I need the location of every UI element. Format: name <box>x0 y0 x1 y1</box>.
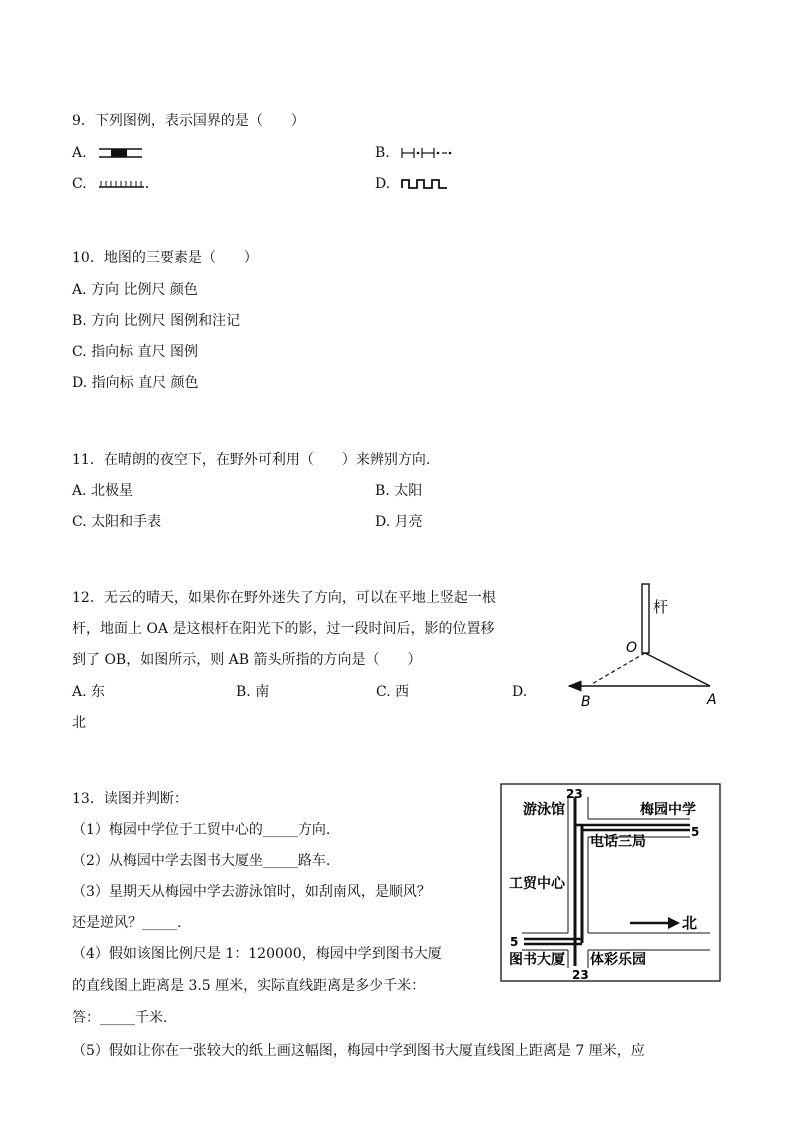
q10-option-b: B. 方向 比例尺 图例和注记 <box>72 313 241 329</box>
q10-option-a: A. 方向 比例尺 颜色 <box>72 282 198 298</box>
shadow-ob-line <box>592 653 645 684</box>
legend-symbol-c <box>98 176 150 190</box>
trade-center-label: 工贸中心 <box>509 876 565 892</box>
q9-option-d-label: D. <box>375 176 391 192</box>
q9-stem: 9．下列图例，表示国界的是（ ） <box>72 113 305 129</box>
north-label: 北 <box>682 914 698 932</box>
q11-option-a: A. 北极星 <box>72 483 134 499</box>
lottery-park-label: 体彩乐园 <box>590 952 646 968</box>
q12-option-d-continued: 北 <box>72 715 86 731</box>
q13-sub4-answer: 答：_____千米. <box>72 1010 168 1026</box>
pole-shape <box>642 584 649 653</box>
q13-stem: 13．读图并判断： <box>72 791 188 807</box>
q9-option-c-label: C. <box>72 176 87 192</box>
q12-stem-line1: 12．无云的晴天，如果你在野外迷失了方向，可以在平地上竖起一根 <box>72 590 496 606</box>
legend-symbol-a <box>98 145 144 161</box>
q9-option-b-label: B. <box>375 145 390 161</box>
q11-option-b: B. 太阳 <box>375 483 423 499</box>
q13-sub3-line1: （3）星期天从梅园中学去游泳馆时，如刮南风，是顺风？ <box>72 884 431 900</box>
q13-sub4-line2: 的直线图上距离是 3.5 厘米，实际直线距离是多少千米： <box>72 978 426 994</box>
point-b-label: B <box>581 694 591 710</box>
q11-stem: 11．在晴朗的夜空下，在野外可利用（ ）来辨别方向. <box>72 452 431 468</box>
q12-stem-line3: 到了 OB，如图所示，则 AB 箭头所指的方向是（ ） <box>72 652 422 668</box>
library-label: 图书大厦 <box>509 952 565 968</box>
q11-option-d: D. 月亮 <box>375 514 423 530</box>
point-o-label: O <box>626 640 638 656</box>
shadow-oa-line <box>645 653 710 686</box>
shadow-diagram <box>560 580 730 712</box>
q12-option-b: B. 南 <box>236 684 270 700</box>
q13-sub5: （5）假如让你在一张较大的纸上画这幅图，梅园中学到图书大厦直线图上距离是 7 厘米，应 <box>72 1043 645 1059</box>
swimming-pool-label: 游泳馆 <box>523 802 565 818</box>
q12-option-c: C. 西 <box>376 684 410 700</box>
q12-stem-line2: 杆，地面上 OA 是这根杆在阳光下的影，过一段时间后，影的位置移 <box>72 621 495 637</box>
q12-option-d: D. <box>512 684 528 700</box>
q12-option-a: A. 东 <box>72 684 106 700</box>
route-23-bottom-label: 23 <box>572 968 589 982</box>
q13-sub1: （1）梅园中学位于工贸中心的_____方向. <box>72 822 331 838</box>
telecom-label: 电话三局 <box>590 834 646 850</box>
q13-sub3-line2: 还是逆风？_____. <box>72 915 182 931</box>
q10-option-d: D. 指向标 直尺 颜色 <box>72 375 199 391</box>
legend-symbol-b <box>400 146 454 160</box>
pole-label: 杆 <box>653 598 669 616</box>
q9-option-a-label: A. <box>72 145 87 161</box>
q10-option-c: C. 指向标 直尺 图例 <box>72 344 199 360</box>
school-label: 梅园中学 <box>640 802 696 818</box>
route-23-top-label: 23 <box>566 787 583 801</box>
q10-stem: 10．地图的三要素是（ ） <box>72 250 258 266</box>
legend-symbol-d <box>401 176 449 190</box>
q13-sub2: （2）从梅园中学去图书大厦坐_____路车. <box>72 853 331 869</box>
point-a-label: A <box>707 692 717 708</box>
route-5-left-label: 5 <box>510 935 519 949</box>
q13-sub4-line1: （4）假如该图比例尺是 1：120000，梅园中学到图书大厦 <box>72 946 442 962</box>
q11-option-c: C. 太阳和手表 <box>72 514 162 530</box>
city-map <box>500 783 722 983</box>
route-5-right-label: 5 <box>691 825 700 839</box>
